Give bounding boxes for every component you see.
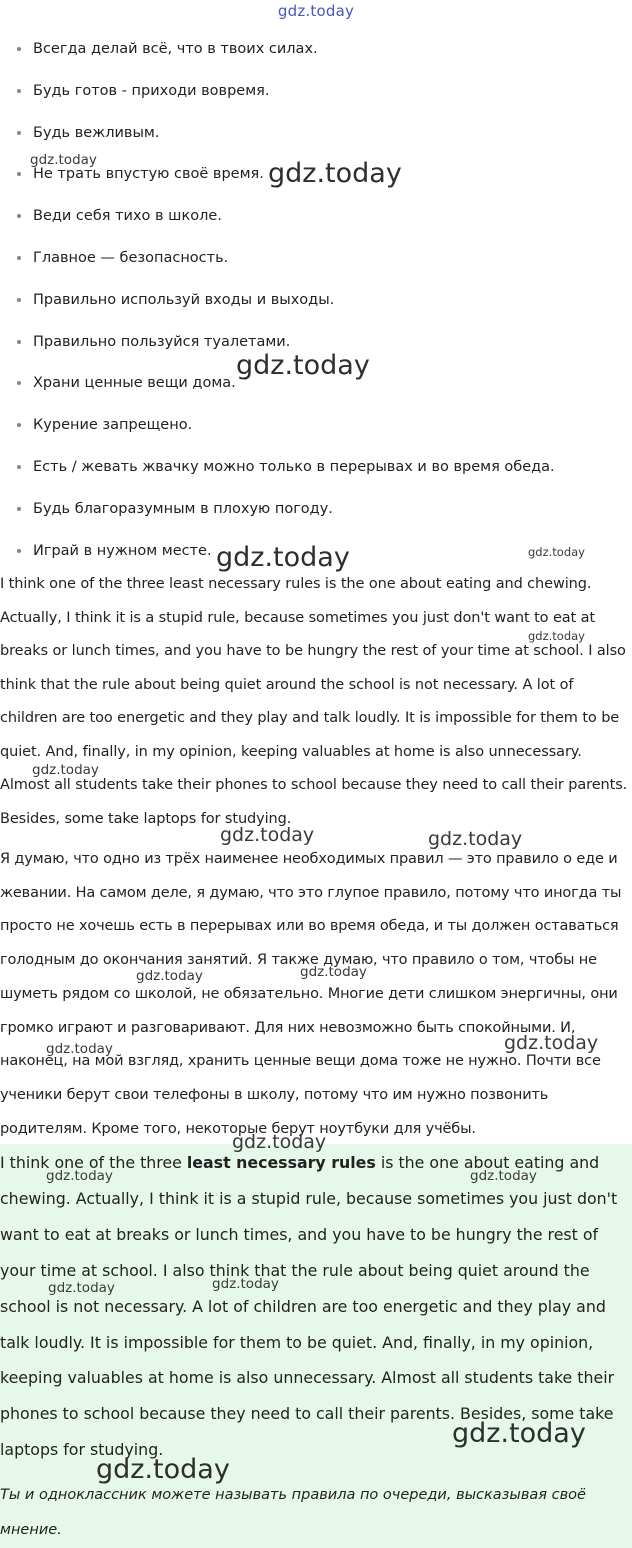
task-instruction: Ты и одноклассник можете называть правила по очереди, высказывая своё мнение.: [0, 1487, 586, 1538]
highlighted-answer-paragraph: [0, 1145, 628, 1468]
watermark: gdz.today: [30, 152, 97, 168]
watermark: gdz.today: [504, 1032, 599, 1054]
answer-russian-paragraph: Я думаю, что одно из трёх наименее необходимых правил — это правило о еде и жевании. На самом деле, я думаю, что это глупое правило, потому что иногда ты просто не хочешь есть в перерывах или во время обеда, и ты должен оставаться голодным до окончания занятий. Я также думаю, что правило о том, чтобы не шуметь рядом со школой, не обязательно. Многие дети слишком энергичны, они громко играют и разговаривают. Для них невозможно быть спокойными. И, наконец, на мой взгляд, хранить ценные вещи дома тоже не нужно. Почти все ученики берут свои телефоны в школу, потому что им нужно позвонить родителям. Кроме того, некоторые берут ноутбуки для учёбы.: [0, 851, 622, 1137]
watermark: gdz.today: [136, 968, 203, 984]
rule-item: Правильно используй входы и выходы.: [0, 279, 555, 321]
watermark: gdz.today: [96, 1454, 230, 1485]
rule-item: Правильно пользуйся туалетами.: [0, 321, 555, 363]
watermark: gdz.today: [528, 545, 585, 559]
watermark: gdz.today: [48, 1280, 115, 1296]
answer-english-paragraph: I think one of the three least necessary rules is the one about eating and chewing. Actually, I think it is a stupid rule, because sometimes you just don't want to eat at breaks or lunch times, and you have to be hungry the rest of your time at school. I also think that the rule about being quiet around the school is not necessary. A lot of children are too energetic and they play and talk loudly. It is impossible for them to be quiet. And, finally, in my opinion, keeping valuables at home is also unnecessary. Almost all students take their phones to school because they need to call their parents. Besides, some take laptops for studying.: [0, 576, 628, 827]
watermark: gdz.today: [528, 629, 585, 643]
watermark: gdz.today: [220, 824, 315, 846]
rule-item: Есть / жевать жвачку можно только в перерывах и во время обеда.: [0, 446, 555, 488]
watermark: gdz.today: [470, 1168, 537, 1184]
watermark: gdz.today: [232, 1131, 327, 1153]
watermark: gdz.today: [46, 1168, 113, 1184]
watermark: gdz.today: [212, 1276, 279, 1292]
rule-item: Не трать впустую своё время.: [0, 153, 555, 195]
rule-item: Курение запрещено.: [0, 404, 555, 446]
watermark: gdz.today: [300, 964, 367, 980]
rule-item: Храни ценные вещи дома.: [0, 362, 555, 404]
watermark: gdz.today: [46, 1041, 113, 1057]
watermark: gdz.today: [268, 158, 402, 189]
highlight-text-after: is the one about eating and chewing. Actually, I think it is a stupid rule, because sometimes you just don't want to eat at breaks or lunch times, and you have to be hungry the rest of your time at school. I also think that the rule about being quiet around the school is not necessary. A lot of children are too energetic and they play and talk loudly. It is impossible for them to be quiet. And, finally, in my opinion, keeping valuables at home is also unnecessary. Almost all students take their phones to school because they need to call their parents. Besides, some take laptops for studying.: [0, 1153, 618, 1460]
rule-item: Всегда делай всё, что в твоих силах.: [0, 28, 555, 70]
rule-item: Будь готов - приходи вовремя.: [0, 70, 555, 112]
rule-item: Играй в нужном месте.: [0, 530, 555, 572]
rule-item: Будь благоразумным в плохую погоду.: [0, 488, 555, 530]
site-logo[interactable]: gdz.today: [277, 2, 355, 20]
watermark: gdz.today: [32, 762, 99, 778]
rule-item: Главное — безопасность.: [0, 237, 555, 279]
watermark: gdz.today: [428, 828, 523, 850]
highlight-bold-phrase: least necessary rules: [186, 1153, 376, 1172]
rule-item: Веди себя тихо в школе.: [0, 195, 555, 237]
rule-item: Будь вежливым.: [0, 112, 555, 154]
watermark: gdz.today: [236, 350, 370, 381]
watermark: gdz.today: [216, 542, 350, 573]
highlight-text-before: I think one of the three: [0, 1153, 187, 1172]
watermark: gdz.today: [452, 1418, 586, 1449]
rules-list: [0, 28, 555, 571]
